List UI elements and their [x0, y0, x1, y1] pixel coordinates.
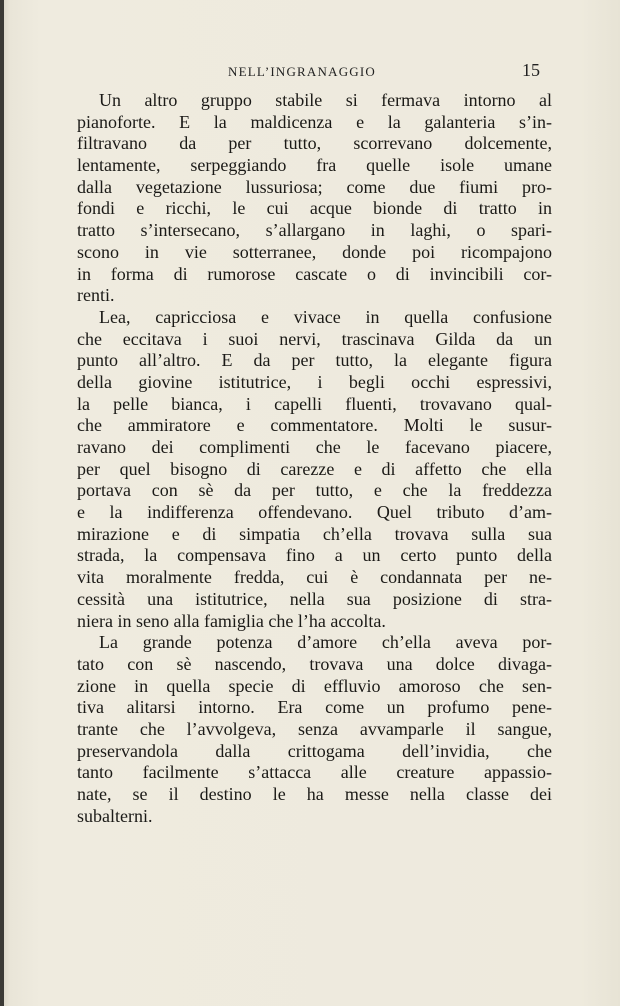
- text-line: in forma di rumorose cascate o di invincibili cor-: [77, 263, 552, 284]
- text-line: zione in quella specie di effluvio amoroso che sen-: [77, 675, 552, 696]
- text-line: preservandola dalla crittogama dell’invidia, che: [77, 740, 552, 761]
- text-line: vita moralmente fredda, cui è condannata per ne-: [77, 567, 552, 588]
- text-line: pianoforte. E la maldicenza e la galanteria s’in-: [77, 111, 552, 132]
- text-line: renti.: [77, 285, 115, 306]
- text-line: lentamente, serpeggiando fra quelle isole umane: [77, 155, 552, 176]
- text-line: dalla vegetazione lussuriosa; come due fiumi pro-: [77, 176, 552, 197]
- text-line: per quel bisogno di carezze e di affetto che ella: [77, 458, 552, 479]
- running-head: NELL’INGRANAGGIO: [228, 64, 376, 79]
- text-line: strada, la compensava fino a un certo punto della: [77, 545, 552, 566]
- text-line: tato con sè nascendo, trovava una dolce divaga-: [77, 653, 552, 674]
- text-line: mirazione e di simpatia ch’ella trovava sulla sua: [77, 523, 552, 544]
- text-line: cessità una istitutrice, nella sua posizione di stra-: [77, 588, 552, 609]
- text-line: e la indifferenza offendevano. Quel tributo d’am-: [77, 502, 552, 523]
- text-line: tiva alitarsi intorno. Era come un profumo pene-: [77, 697, 552, 718]
- page-binding-edge: [0, 0, 4, 1006]
- body-text: [77, 90, 552, 827]
- text-line: scono in vie sotterranee, donde poi ricompajono: [77, 241, 552, 262]
- text-line: portava con sè da per tutto, e che la freddezza: [77, 480, 552, 501]
- text-line: ravano dei complimenti che le facevano piacere,: [77, 437, 552, 457]
- text-line: che eccitava i suoi nervi, trascinava Gilda da un: [77, 328, 552, 349]
- page-header: [76, 60, 554, 84]
- text-line: niera in seno alla famiglia che l’ha accolta.: [77, 610, 386, 631]
- text-line: che ammiratore e commentatore. Molti le susur-: [77, 415, 552, 436]
- text-line: fondi e ricchi, le cui acque bionde di tratto in: [77, 198, 552, 219]
- text-line: trante che l’avvolgeva, senza avvamparle il sangue,: [77, 718, 552, 739]
- text-line: nate, se il destino le ha messe nella classe dei: [77, 784, 552, 804]
- text-line: filtravano da per tutto, scorrevano dolcemente,: [77, 133, 552, 154]
- text-line: tratto s’intersecano, s’allargano in laghi, o spari-: [77, 220, 552, 241]
- page-number: 15: [522, 60, 540, 80]
- text-line: La grande potenza d’amore ch’ella aveva por-: [99, 632, 552, 653]
- text-line: subalterni.: [77, 805, 153, 826]
- text-line: Lea, capricciosa e vivace in quella confusione: [99, 306, 552, 327]
- text-line: Un altro gruppo stabile si fermava intorno al: [99, 90, 552, 110]
- text-line: la pelle bianca, i capelli fluenti, trovavano qual-: [77, 393, 552, 414]
- text-line: punto all’altro. E da per tutto, la elegante figura: [77, 350, 552, 371]
- text-line: della giovine istitutrice, i begli occhi espressivi,: [77, 371, 552, 392]
- text-line: tanto facilmente s’attacca alle creature appassio-: [77, 762, 552, 783]
